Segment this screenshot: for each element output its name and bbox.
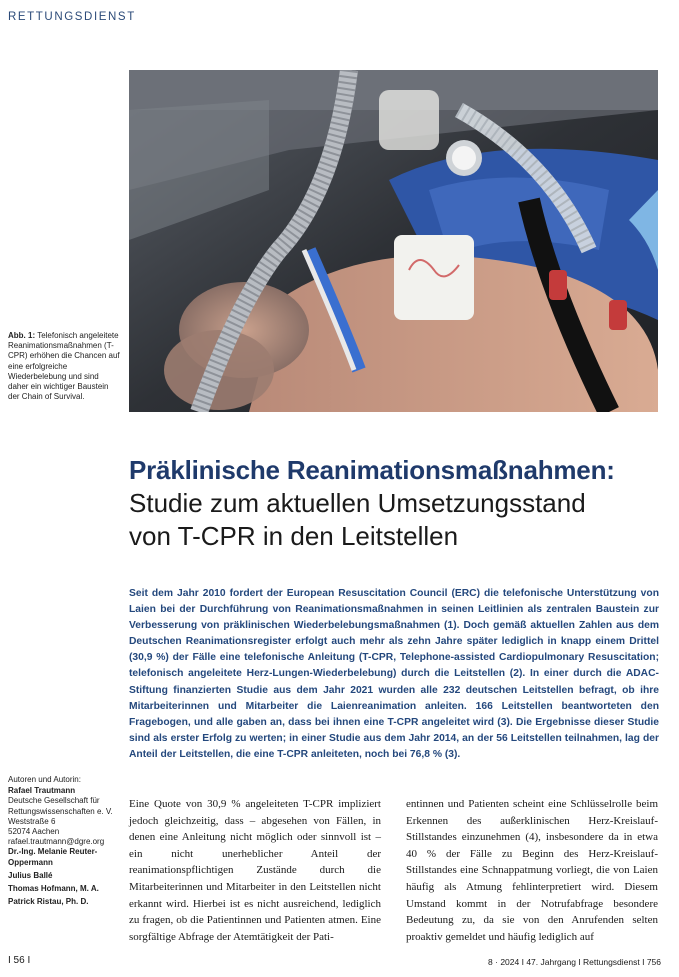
body-column-right: entinnen und Patienten scheint eine Schlüsselrolle beim Erkennen des außerklinischen Herz-Kreislauf-Stillstandes einzunehmen (4), insbesondere da in etwa 40 % der Fälle zu Beginn des Herz-Kreislauf-Stillstandes eine Schnappatmung vorliegt, die von Laien häufig als Atmung fehlinterpretiert wird. Diesem Umstand kommt in der Notrufabfrage besondere Bedeutung zu, da sie von den Anrufenden selten proaktiv gemeldet und häufig lediglich auf (406, 798, 658, 943)
photo-illustration (129, 70, 658, 412)
page-number: I 56 I (8, 955, 31, 966)
author-name: Dr.-Ing. Melanie Reuter-Oppermann (8, 847, 98, 867)
title-line-2: Studie zum aktuellen Umsetzungsstand (129, 488, 586, 518)
figure-caption (8, 331, 120, 402)
figure-photo (129, 70, 658, 412)
body-column-left: Eine Quote von 30,9 % angeleiteten T-CPR impliziert jedoch gleichzeitig, dass – abgesehen von Fällen, in denen eine Anleitung nicht möglich oder sinnvoll ist – ein nicht unerheblicher Anteil der reanimationspflichtigen Zustände durch die Mitarbeiterinnen und Mitarbeiter in den Leitstellen nicht erkannt wird. Hierbei ist es nicht ausreichend, lediglich zu fragen, ob die Patientinnen und Patienten atmen. Eine sorgfältige Abfrage der Atemtätigkeit der Pati- (129, 798, 381, 943)
author-affiliation: Deutsche Gesellschaft für Rettungswissenschaften e. V. (8, 796, 113, 816)
author-name: Patrick Ristau, Ph. D. (8, 897, 89, 907)
journal-info: 8 · 2024 I 47. Jahrgang I Rettungsdienst I 756 (488, 957, 661, 967)
caption-text: Telefonisch angeleitete Reanimationsmaßnahmen (T-CPR) erhöhen die Chancen auf eine erfolgreiche Wiederbelebung und sind daher ein wichtiger Baustein der Chain of Survival. (8, 331, 120, 402)
title-bold: Präklinische Reanimationsmaßnahmen: (129, 455, 615, 485)
author-street: Weststraße 6 (8, 816, 56, 826)
author-box (8, 775, 120, 907)
authors-heading: Autoren und Autorin: (8, 775, 81, 784)
author-name: Thomas Hofmann, M. A. (8, 884, 99, 894)
author-city: 52074 Aachen (8, 827, 60, 837)
lead-paragraph: Seit dem Jahr 2010 fordert der European Resuscitation Council (ERC) die telefonische Unterstützung von Laien bei der Durchführung von Reanimationsmaßnahmen in seinen Leitlinien als zentralen Baustein zur Verbesserung von präklinischen Wiederbelebungsmaßnahmen (1). Doch gemäß aktuellen Zahlen aus dem Deutschen Reanimationsregister erfolgt auch mehr als zehn Jahre später lediglich in knapp einem Drittel (30,9 %) der Fälle eine telefonische Anleitung (T-CPR, Telephone-assisted Cardiopulmonary Resuscitation; telefonisch angeleitete Herz-Lungen-Wiederbelebung) durch die Leitstellen (2). In einer durch die ADAC-Stiftung finanzierten Studie aus dem Jahr 2021 wurden alle 232 deutschen Leitstellen befragt, ob ihre Mitarbeiterinnen und Mitarbeiter die Laienreanimation anleiten. 166 Leitstellen beantworteten den Fragebogen, und alle gaben an, dass bei ihnen eine T-CPR angeleitet wird (3). Die Ergebnisse dieser Studie sind als erster Erfolg zu werten; in einer Studie aus dem Jahr 2014, an der 56 Leitstellen teilnahmen, lag der Anteil der Leitstellen, die eine T-CPR anleiteten, noch bei 76,8 % (3). (129, 588, 659, 760)
title-line-3: von T-CPR in den Leitstellen (129, 521, 459, 551)
article-title (129, 453, 659, 553)
caption-label: Abb. 1: (8, 331, 36, 340)
section-label: RETTUNGSDIENST (8, 11, 136, 23)
primary-author-name: Rafael Trautmann (8, 786, 76, 796)
author-email: rafael.trautmann@dgre.org (8, 837, 105, 847)
author-name: Julius Ballé (8, 870, 53, 880)
